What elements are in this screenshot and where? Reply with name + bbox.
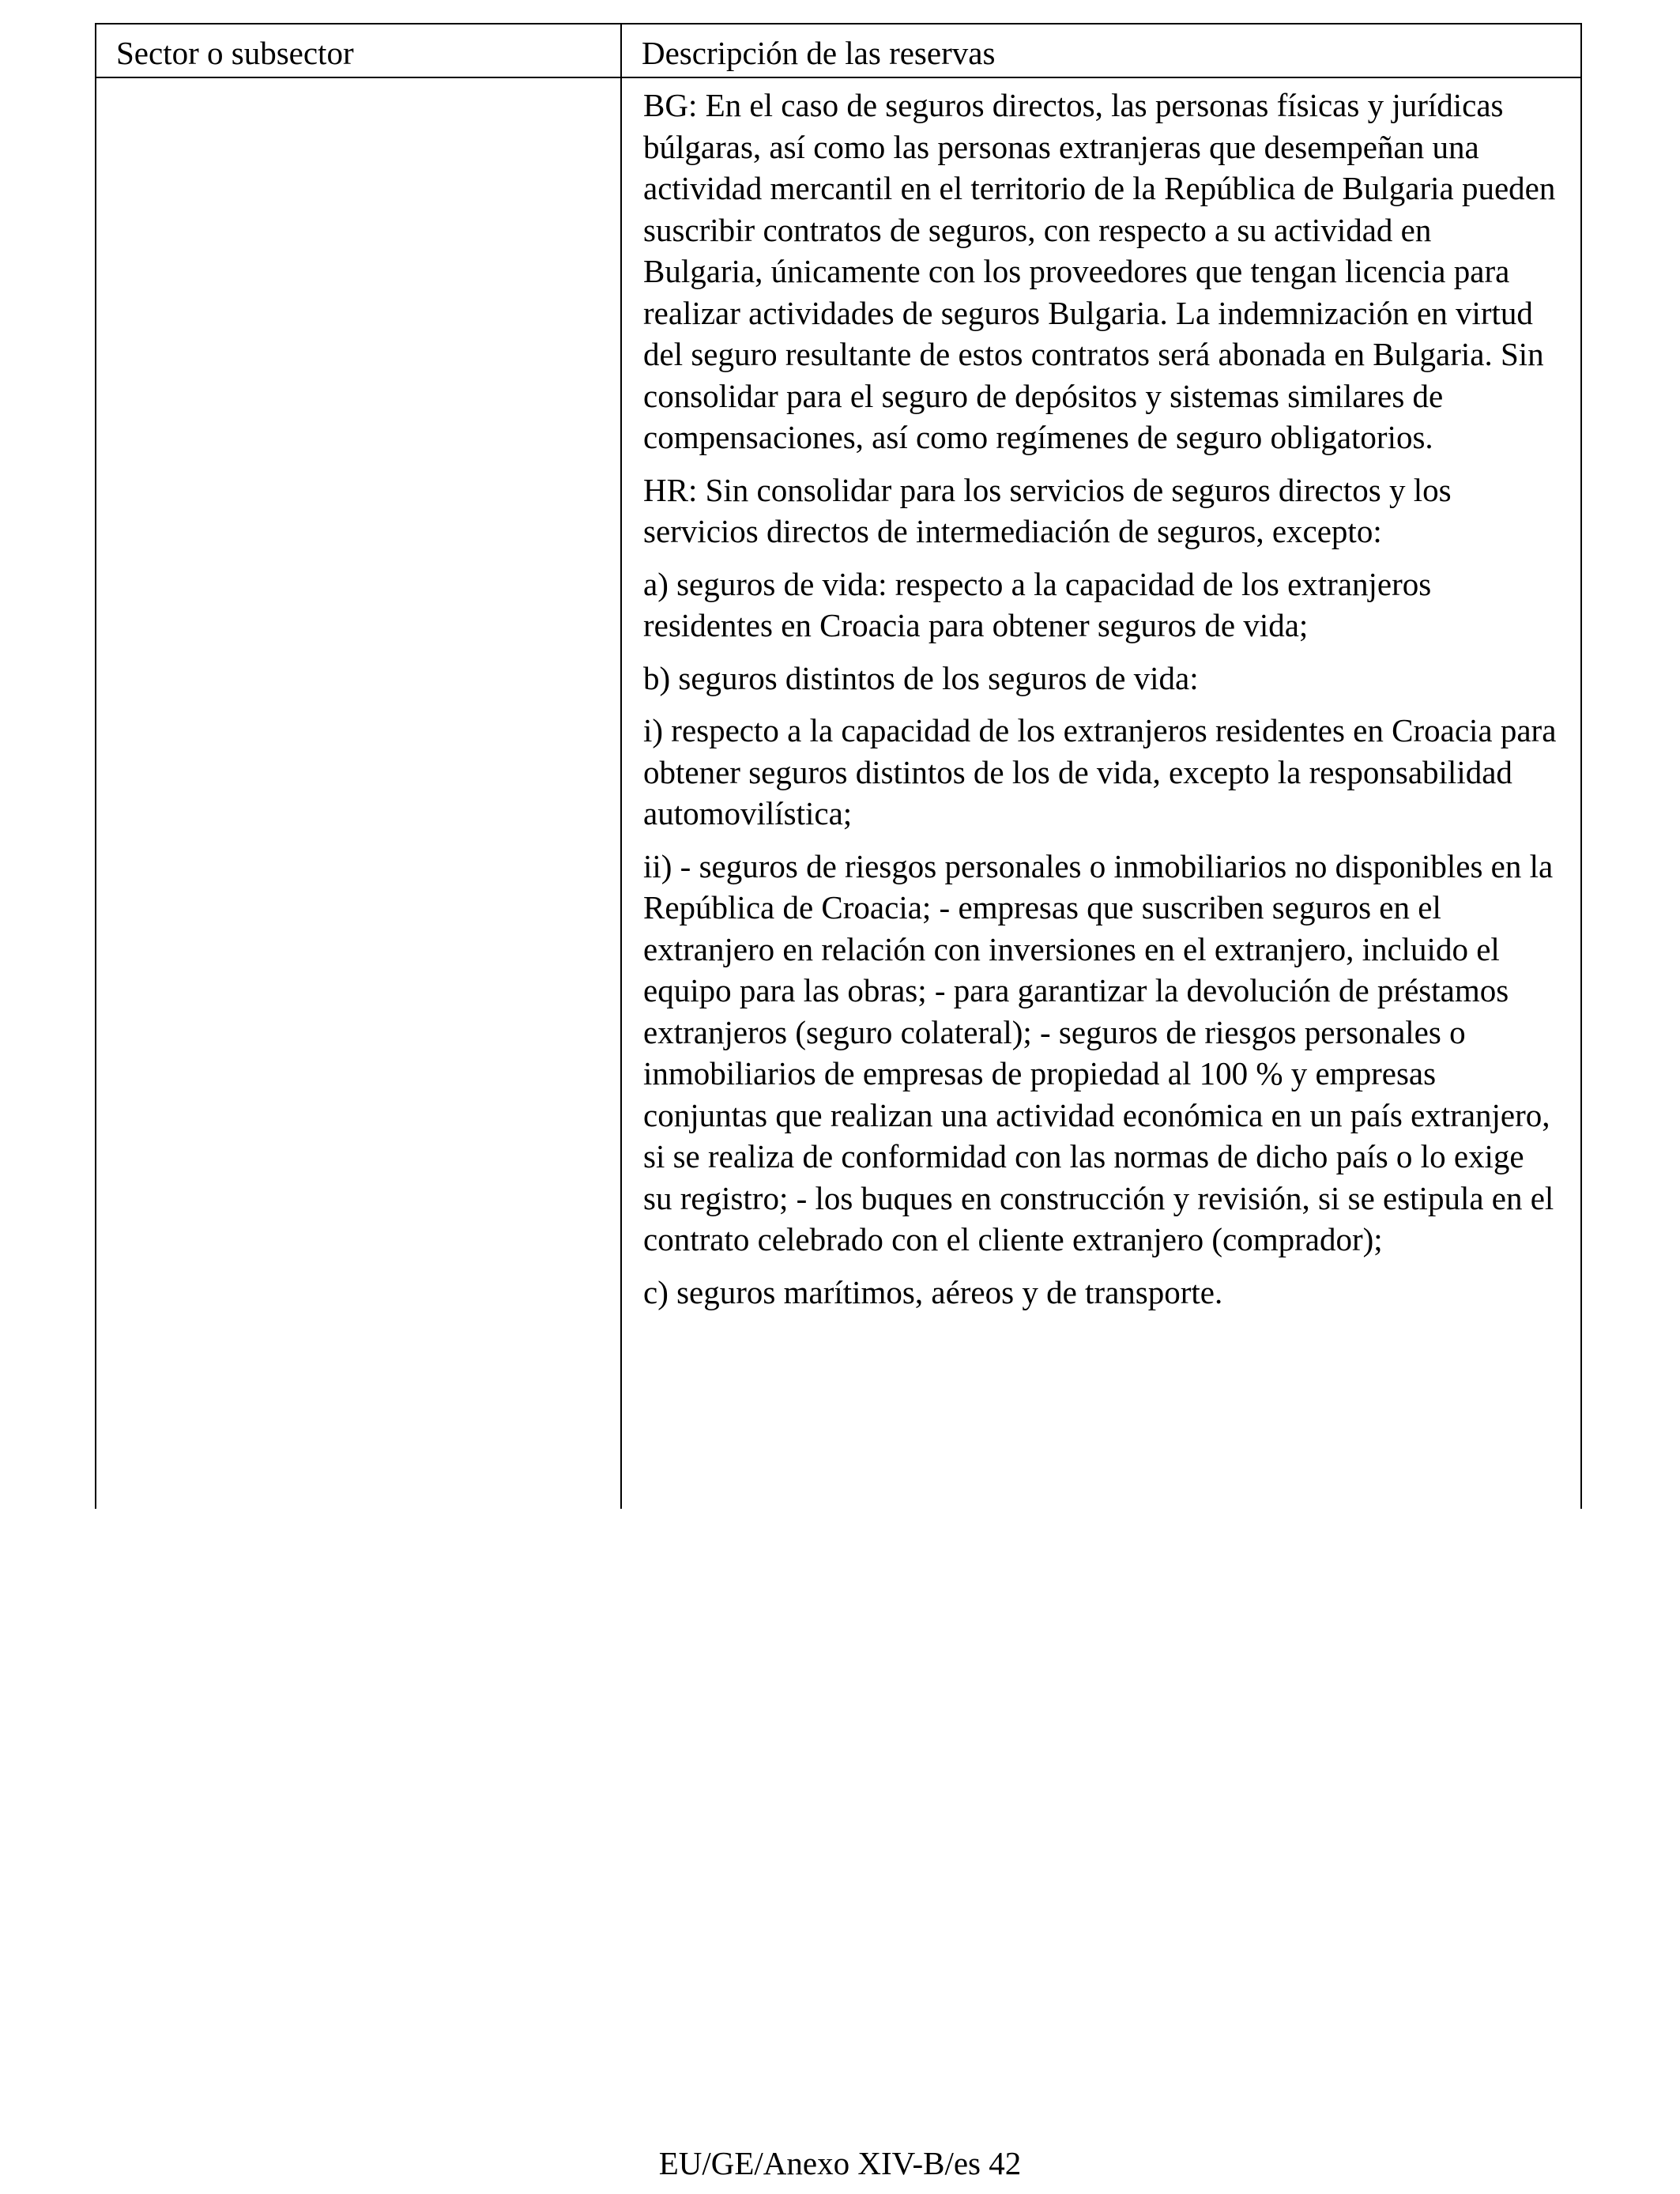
paragraph-b-i: i) respecto a la capacidad de los extranjeros residentes en Croacia para obtener seguros distintos de los de vida, excepto la responsabilidad automovilística; [643,712,1557,831]
paragraph-b: b) seguros distintos de los seguros de vida: [643,659,1199,696]
table-row [96,77,1581,1509]
header-sector: Sector o subsector [96,24,621,77]
reservations-table [95,23,1582,1509]
description-cell [621,77,1581,1509]
paragraph-hr: HR: Sin consolidar para los servicios de seguros directos y los servicios directos de intermediación de seguros, excepto: [643,471,1452,549]
paragraph-b-ii: ii) - seguros de riesgos personales o inmobiliarios no disponibles en la República de Croacia; - empresas que suscriben seguros en el extranjero en relación con inversiones en el extranjero, incluido el equipo para las obras; - para garantizar la devolución de préstamos extranjeros (seguro colateral); - seguros de riesgos personales o inmobiliarios de empresas de propiedad al 100 % y empresas conjuntas que realizan una actividad económica en un país extranjero, si se realiza de conformidad con las normas de dicho país o lo exige su registro; - los buques en construcción y revisión, si se estipula en el contrato celebrado con el cliente extranjero (comprador); [643,847,1554,1257]
header-description: Descripción de las reservas [621,24,1581,77]
sector-cell [96,77,621,1509]
paragraph-bg: BG: En el caso de seguros directos, las personas físicas y jurídicas búlgaras, así como las personas extranjeras que desempeñan una actividad mercantil en el territorio de la República de Bulgaria pueden suscribir contratos de seguros, con respecto a su actividad en Bulgaria, únicamente con los proveedores que tengan licencia para realizar actividades de seguros Bulgaria. La indemnización en virtud del seguro resultante de estos contratos será abonada en Bulgaria. Sin consolidar para el seguro de depósitos y sistemas similares de compensaciones, así como regímenes de seguro obligatorios. [643,87,1556,455]
page-footer: EU/GE/Anexo XIV-B/es 42 [658,2145,1022,2181]
table-header-row [96,24,1581,77]
paragraph-a: a) seguros de vida: respecto a la capacidad de los extranjeros residentes en Croacia para obtener seguros de vida; [643,565,1432,643]
paragraph-c: c) seguros marítimos, aéreos y de transporte. [643,1273,1223,1310]
